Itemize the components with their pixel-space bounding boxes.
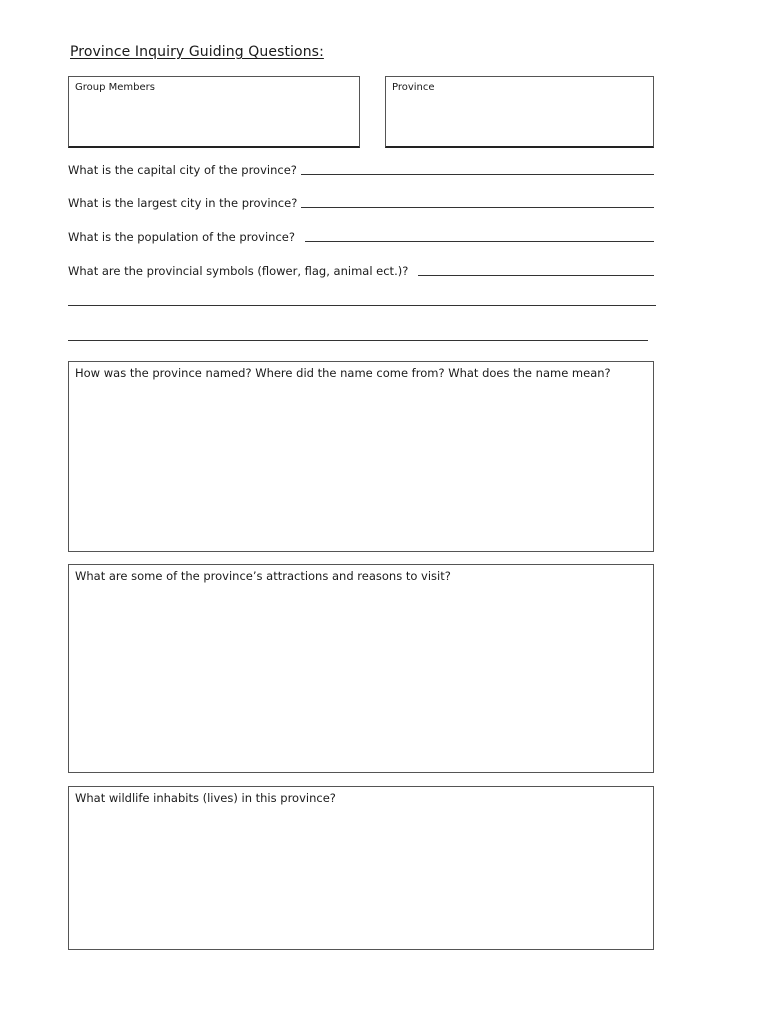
province-label: Province bbox=[392, 82, 435, 93]
attractions-section-box[interactable] bbox=[68, 564, 654, 773]
population-question bbox=[68, 228, 654, 244]
capital-question-text: What is the capital city of the province? bbox=[68, 163, 297, 177]
capital-question bbox=[68, 161, 654, 177]
group-members-box[interactable] bbox=[68, 76, 360, 148]
symbols-question-text: What are the provincial symbols (flower, flag, animal ect.)? bbox=[68, 264, 409, 278]
capital-answer-line[interactable] bbox=[301, 174, 654, 175]
attractions-section-question: What are some of the province’s attractions and reasons to visit? bbox=[75, 569, 451, 583]
naming-section-box[interactable] bbox=[68, 361, 654, 552]
symbols-answer-line-3[interactable] bbox=[68, 340, 648, 341]
group-members-label: Group Members bbox=[75, 82, 155, 93]
symbols-question bbox=[68, 262, 654, 278]
wildlife-section-box[interactable] bbox=[68, 786, 654, 950]
largest-city-question-text: What is the largest city in the province? bbox=[68, 196, 298, 210]
population-answer-line[interactable] bbox=[305, 241, 654, 242]
population-question-text: What is the population of the province? bbox=[68, 230, 295, 244]
page-title: Province Inquiry Guiding Questions: bbox=[70, 44, 324, 60]
naming-section-question: How was the province named? Where did the name come from? What does the name mean? bbox=[75, 366, 611, 380]
symbols-answer-line[interactable] bbox=[418, 275, 654, 276]
largest-city-question bbox=[68, 194, 654, 210]
symbols-answer-line-2[interactable] bbox=[68, 305, 656, 306]
wildlife-section-question: What wildlife inhabits (lives) in this province? bbox=[75, 791, 336, 805]
province-box[interactable] bbox=[385, 76, 654, 148]
largest-city-answer-line[interactable] bbox=[301, 207, 654, 208]
